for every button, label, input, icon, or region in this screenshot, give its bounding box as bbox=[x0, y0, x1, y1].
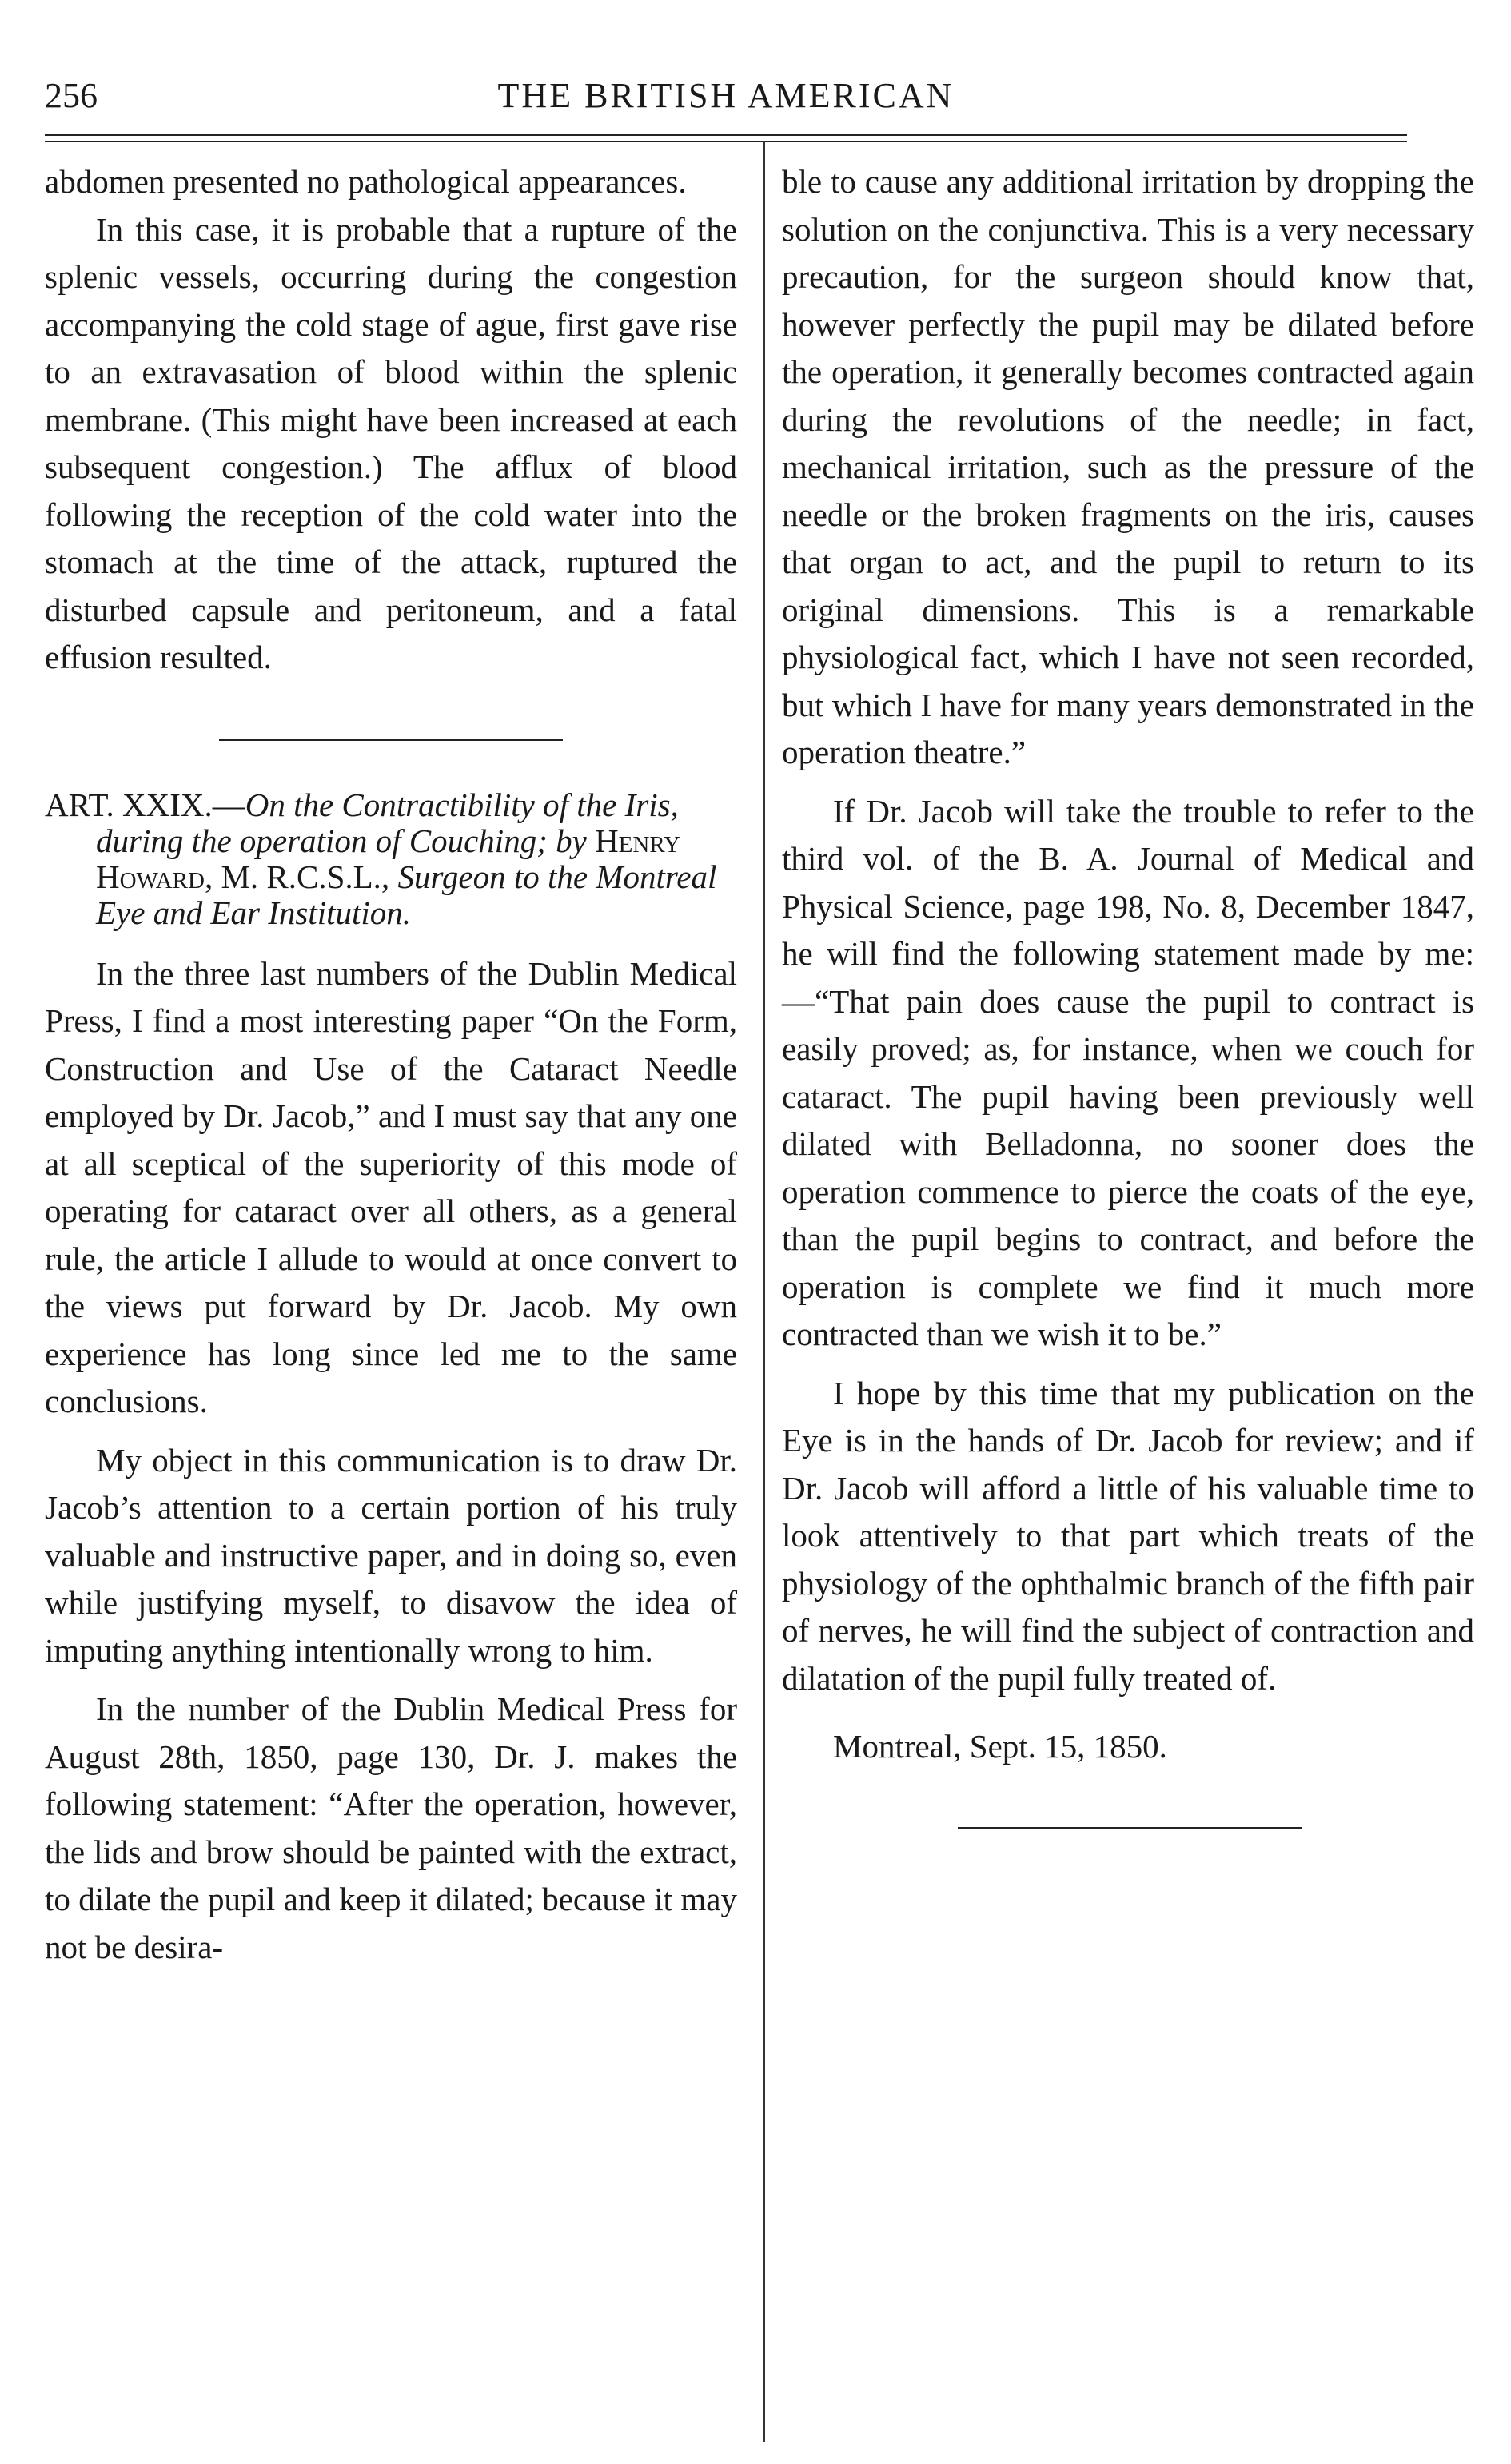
article-credentials: , M. R.C.S.L., bbox=[204, 858, 398, 895]
paragraph-journal-reference: If Dr. Jacob will take the trouble to refer to the third vol. of the B. A. Journal of Medical and Physical Science, page 198, No. 8, December 1847, he will find the following statement made by me:—“That pain does cause the pupil to contract is easily proved; as, for instance, when we couch for cataract. The pupil having been previously well dilated with Belladonna, no sooner does the operation commence to pierce the coats of the eye, than the pupil begins to contract, and before the operation is complete we find it much more contracted than we wish it to be.” bbox=[782, 792, 1474, 1352]
article-heading bbox=[45, 787, 737, 931]
paragraph-quote-continuation: ble to cause any additional irritation by dropping the solution on the conjunctiva. This is a very necessary precaution, for the surgeon should know that, however perfectly the pupil may be dilated before the operation, it generally becomes contracted again during the revolutions of the needle; in fact, mechanical irritation, such as the pressure of the needle or the broken fragments on the iris, causes that organ to act, and the pupil to return to its original dimensions. This is a remarkable physiological fact, which I have not seen recorded, but which I have for many years demonstrated in the operation theatre.” bbox=[782, 163, 1474, 770]
article-number: ART. XXIX.— bbox=[45, 786, 245, 823]
page-number: 256 bbox=[45, 76, 98, 115]
paragraph-splenic-case: In this case, it is probable that a rupture of the splenic vessels, occurring during the congestion accompanying the cold stage of ague, first gave rise to an extravasation of blood within the splenic membrane. (This might have been increased at each subsequent congestion.) The afflux of blood following the reception of the cold water into the stomach at the time of the attack, ruptured the disturbed capsule and peritoneum, and a fatal effusion resulted. bbox=[45, 210, 737, 675]
end-divider bbox=[958, 1827, 1302, 1829]
article-title: On the Contractibility of the Iris, during the operation of Couching; by bbox=[96, 786, 679, 859]
left-column bbox=[45, 158, 737, 1971]
column-divider bbox=[763, 141, 765, 2442]
paragraph-statement: In the number of the Dublin Medical Press for August 28th, 1850, page 130, Dr. J. makes the following statement: “After the operation, however, the lids and brow should be painted with the extract, to dilate the pupil and keep it dilated; because it may not be desira- bbox=[45, 1690, 737, 1965]
right-column bbox=[782, 158, 1474, 1829]
paragraph-continuation: abdomen presented no pathological appearances. bbox=[45, 163, 687, 200]
section-divider bbox=[219, 739, 563, 741]
paragraph-publication: I hope by this time that my publication on the Eye is in the hands of Dr. Jacob for review; and if Dr. Jacob will afford a little of his valuable time to look attentively to that part which treats of the physiology of the ophthalmic branch of the fifth pair of nerves, he will find the subject of contraction and dilatation of the pupil fully treated of. bbox=[782, 1374, 1474, 1697]
header-rule-double bbox=[45, 141, 1407, 142]
article-affiliation: Surgeon to the Montreal Eye and Ear Institution. bbox=[96, 858, 717, 931]
page-header bbox=[45, 75, 1407, 133]
paragraph-object: My object in this communication is to draw Dr. Jacob’s attention to a certain portion of his truly valuable and instructive paper, and in doing so, even while justifying myself, to disavow the idea of imputing anything intentionally wrong to him. bbox=[45, 1441, 737, 1669]
signoff-date: Montreal, Sept. 15, 1850. bbox=[833, 1728, 1167, 1765]
paragraph-dublin-press: In the three last numbers of the Dublin Medical Press, I find a most interesting paper “On the Form, Construction and Use of the Cataract Needle employed by Dr. Jacob,” and I must say that any one at all sceptical of the superiority of this mode of operating for cataract over all others, as a general rule, the article I allude to would at once convert to the views put forward by Dr. Jacob. My own experience has long since led me to the same conclusions. bbox=[45, 954, 737, 1419]
running-head: THE BRITISH AMERICAN bbox=[497, 76, 955, 115]
article-author: Henry Howard bbox=[96, 822, 681, 895]
header-rule bbox=[45, 134, 1407, 136]
